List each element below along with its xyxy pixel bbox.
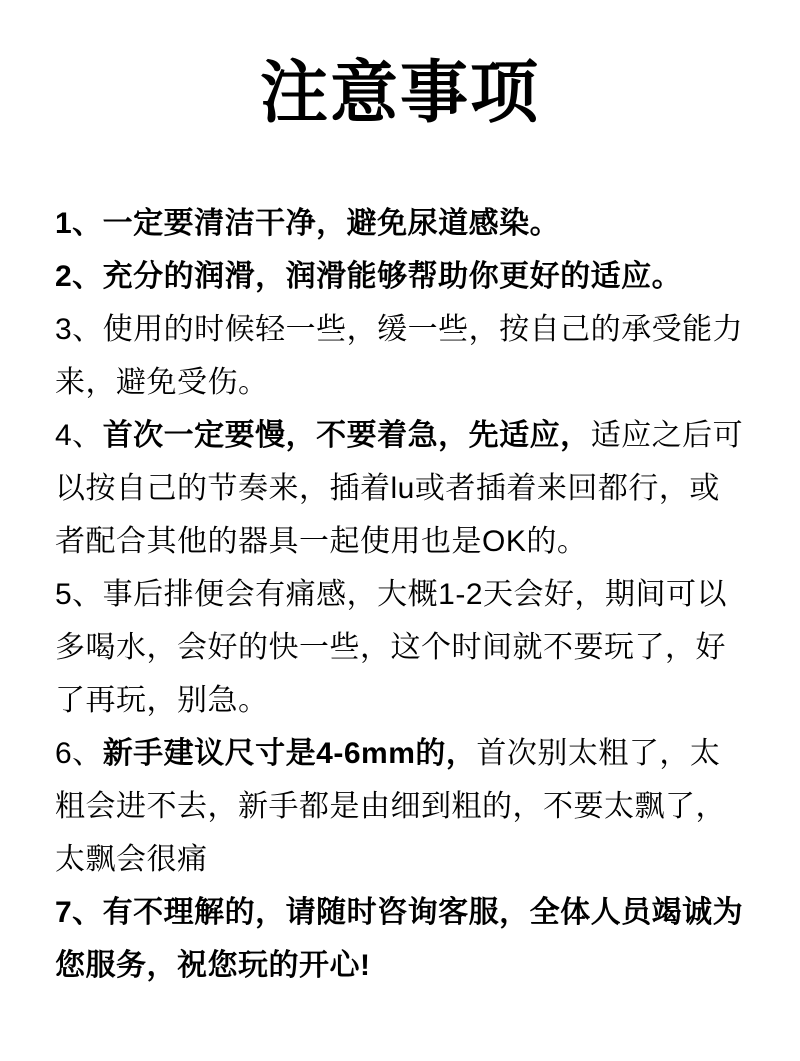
notice-item-text: 6、 xyxy=(55,737,103,770)
notice-list xyxy=(55,197,748,992)
notice-item-text: 5、事后排便会有痛感，大概1-2天会好，期间可以多喝水，会好的快一些，这个时间就不要玩了，好了再玩，别急。 xyxy=(55,578,728,717)
notice-item xyxy=(55,886,748,992)
notice-item-text: 新手建议尺寸是4-6mm的， xyxy=(102,737,477,770)
page-title: 注意事项 xyxy=(259,55,540,131)
notice-item-text: 2、充分的润滑，润滑能够帮助你更好的适应。 xyxy=(55,260,683,293)
notice-item xyxy=(55,568,748,727)
notice-item-text: 首次一定要慢，不要着急，先适应， xyxy=(102,419,591,452)
notice-item xyxy=(55,727,748,886)
notice-page xyxy=(0,46,800,1061)
notice-item-text: 首次别太粗了，太粗会进不去，新手都是由细到粗的，不要太飘了，太飘会很痛 xyxy=(55,737,726,876)
notice-item-text: 1、一定要清洁干净，避免尿道感染。 xyxy=(55,207,561,240)
notice-item xyxy=(55,409,748,568)
notice-item-text: 7、有不理解的，请随时咨询客服，全体人员竭诚为您服务，祝您玩的开心! xyxy=(55,896,744,982)
notice-item xyxy=(55,303,748,409)
notice-item xyxy=(55,250,748,303)
notice-item-text: 4、 xyxy=(55,419,103,452)
notice-item xyxy=(55,197,748,250)
notice-item-text: 3、使用的时候轻一些，缓一些，按自己的承受能力来，避免受伤。 xyxy=(55,313,744,399)
notice-item-text: 适应之后可以按自己的节奏来，插着lu或者插着来回都行，或者配合其他的器具一起使用也是OK的。 xyxy=(55,419,744,558)
